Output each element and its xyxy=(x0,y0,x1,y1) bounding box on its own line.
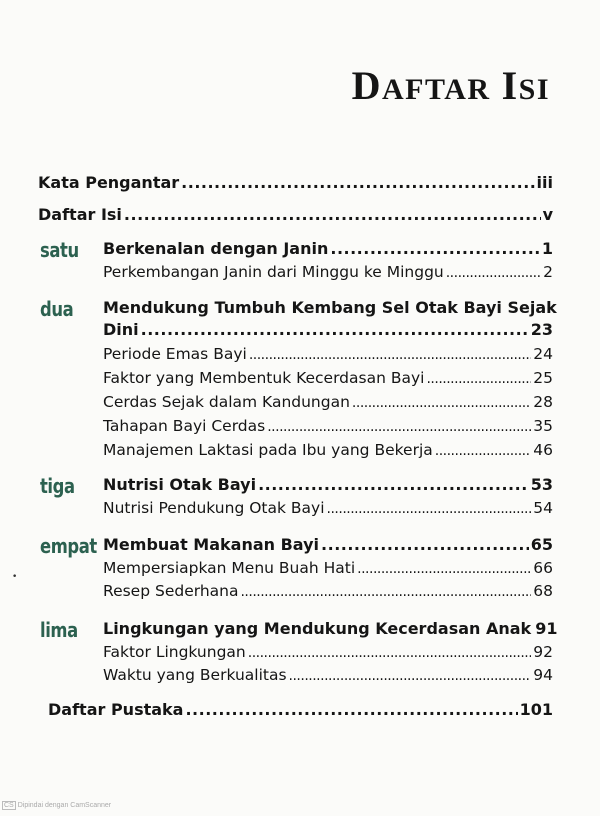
toc-entry-kata-pengantar[interactable]: Kata Pengantar ..... iii xyxy=(38,172,553,194)
page-number: 65 xyxy=(530,535,553,554)
page-number: 54 xyxy=(533,499,553,517)
toc-entry[interactable]: Faktor Lingkungan ..... 92 xyxy=(103,641,553,663)
page-number: 2 xyxy=(543,263,553,281)
toc-entry[interactable]: Perkembangan Janin dari Minggu ke Minggu ..... 2 xyxy=(103,261,553,283)
toc-entry-daftar-pustaka[interactable]: Daftar Pustaka ..... 101 xyxy=(48,699,553,721)
chapter-label-tiga: tiga xyxy=(40,474,75,498)
toc-entry[interactable]: Nutrisi Pendukung Otak Bayi ..... 54 xyxy=(103,497,553,519)
toc-entry[interactable]: Manajemen Laktasi pada Ibu yang Bekerja ..... 46 xyxy=(103,439,553,461)
toc-entry[interactable]: Mempersiapkan Menu Buah Hati ..... 66 xyxy=(103,557,553,579)
scanner-watermark: CS Dipindai dengan CamScanner xyxy=(4,802,112,809)
page-number: 101 xyxy=(519,700,553,719)
toc-entry[interactable]: Periode Emas Bayi ..... 24 xyxy=(103,343,553,365)
page-number: 91 xyxy=(535,619,558,638)
stray-mark: • xyxy=(12,572,18,582)
page-number: 66 xyxy=(533,559,553,577)
chapter-label-satu: satu xyxy=(40,238,79,262)
toc-chapter-lima[interactable]: Lingkungan yang Mendukung Kecerdasan Anak 91 xyxy=(103,619,558,638)
toc-chapter-empat[interactable]: Membuat Makanan Bayi ..... 65 xyxy=(103,534,553,556)
scanner-logo-icon: CS xyxy=(4,802,14,809)
toc-entry[interactable]: Cerdas Sejak dalam Kandungan ..... 28 xyxy=(103,391,553,413)
page-number: 68 xyxy=(533,582,553,600)
page-number: 92 xyxy=(533,643,553,661)
page-number: 25 xyxy=(533,369,553,387)
page-title: DAFTAR ISI xyxy=(351,63,550,108)
toc-chapter-dua-title[interactable]: Mendukung Tumbuh Kembang Sel Otak Bayi Sejak xyxy=(103,298,557,317)
toc-entry-daftar-isi[interactable]: Daftar Isi ..... v xyxy=(38,204,553,226)
page-number: 1 xyxy=(541,239,553,258)
page-number: 24 xyxy=(533,345,553,363)
toc-entry[interactable]: Waktu yang Berkualitas ..... 94 xyxy=(103,664,553,686)
page-number: 28 xyxy=(533,393,553,411)
toc-chapter-dua[interactable]: Dini ..... 23 xyxy=(103,319,553,341)
page-number: 53 xyxy=(530,475,553,494)
toc-entry[interactable]: Resep Sederhana ..... 68 xyxy=(103,580,553,602)
chapter-label-dua: dua xyxy=(40,297,74,321)
toc-entry[interactable]: Tahapan Bayi Cerdas ..... 35 xyxy=(103,415,553,437)
toc-chapter-satu[interactable]: Berkenalan dengan Janin ..... 1 xyxy=(103,238,553,260)
page-number: 35 xyxy=(533,417,553,435)
chapter-label-lima: lima xyxy=(40,618,78,642)
page-number: iii xyxy=(536,173,553,192)
page-number: v xyxy=(542,205,553,224)
page-number: 46 xyxy=(533,441,553,459)
page-number: 23 xyxy=(530,320,553,339)
toc-entry[interactable]: Faktor yang Membentuk Kecerdasan Bayi ..... 25 xyxy=(103,367,553,389)
toc-chapter-tiga[interactable]: Nutrisi Otak Bayi ..... 53 xyxy=(103,474,553,496)
page-number: 94 xyxy=(533,666,553,684)
chapter-label-empat: empat xyxy=(40,534,97,558)
